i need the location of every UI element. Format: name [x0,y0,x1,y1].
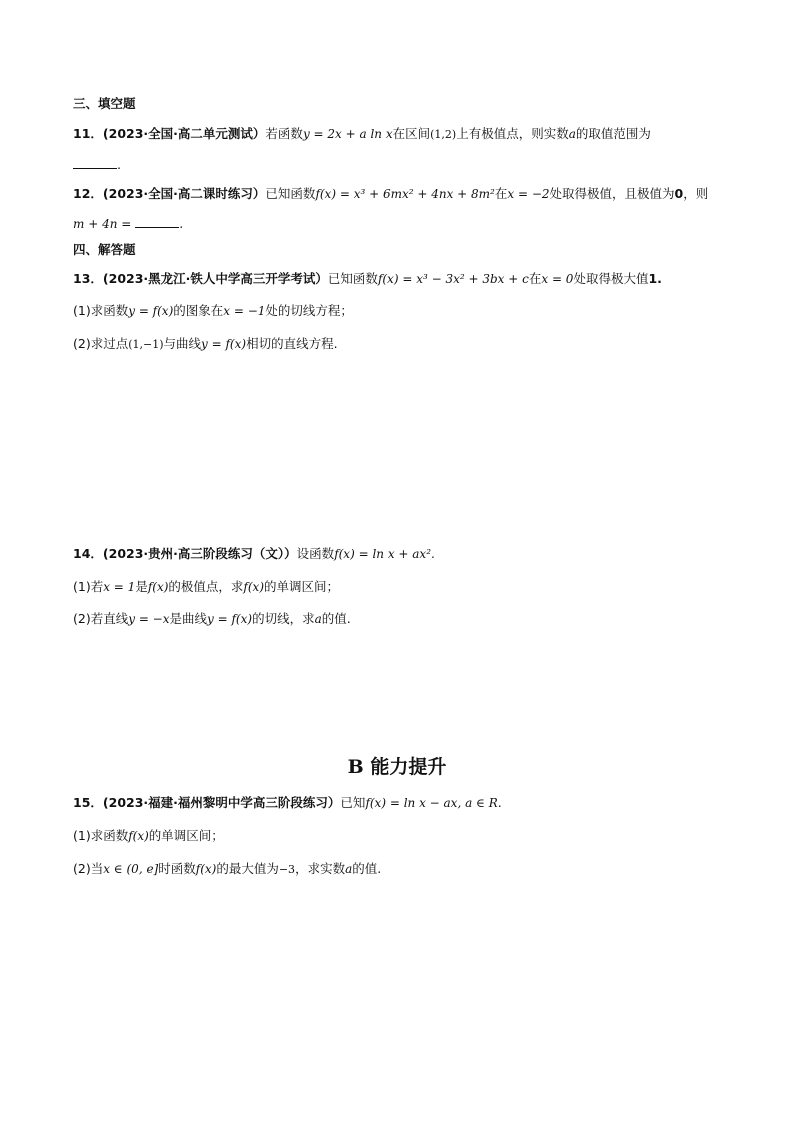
question-11-answer-line [73,156,121,174]
section-heading-answer: 四、解答题 [73,242,136,257]
question-source: (2023·福建·福州黎明中学高三阶段练习） [102,795,341,810]
math-condition: x = −2 [507,187,550,201]
answer-blank[interactable] [135,215,179,228]
math-value: 0 [674,186,684,201]
math-expression: y = −x [128,612,170,626]
math-expression: f(x) [243,580,264,594]
question-15 [73,794,502,812]
question-text: (2)若直线 [73,611,129,626]
question-text: (1)求函数 [73,303,129,318]
question-text: 是 [135,579,148,594]
question-text: 处取得极大值 [573,271,649,286]
math-variable: a [314,612,322,626]
question-number: 12． [73,186,103,201]
math-expression: f(x) = x³ − 3x² + 3bx + c [377,272,529,286]
question-11 [73,125,651,144]
question-12 [73,185,708,203]
question-text: 的图象在 [173,303,224,318]
question-text: 处的切线方程； [265,303,353,318]
section-heading-fill-in: 三、填空题 [73,96,136,111]
math-expression: f(x) [128,829,149,843]
math-condition: x = 0 [541,272,574,286]
question-14-part-2 [73,610,351,628]
math-expression: y = 2x + a ln x [302,127,393,141]
question-13-part-1 [73,302,353,320]
math-value: −3 [278,863,296,876]
math-value: 1. [648,271,662,286]
question-text: 在区间 [392,126,431,141]
question-text: 相切的直线方程. [246,336,338,351]
question-text: . [117,157,121,172]
question-text: ，求实数 [295,861,346,876]
math-expression: f(x) [195,862,217,876]
question-text: 与曲线 [163,336,202,351]
question-text: 若函数 [265,126,303,141]
question-text: 已知函数 [327,271,378,286]
question-text: . [497,795,502,810]
question-text: ，则 [683,186,709,201]
question-text: 的切线，求 [252,611,315,626]
math-expression: f(x) [147,580,169,594]
question-text: 时函数 [158,861,196,876]
answer-blank[interactable] [73,156,117,169]
math-interval: (1,2) [430,128,457,141]
question-text: (1)若 [73,579,104,594]
question-text: 处取得极值，且极值为 [549,186,675,201]
question-source: (2023·全国·高二单元测试） [102,126,266,141]
question-text: 的极值点，求 [168,579,244,594]
question-text: 已知函数 [265,186,316,201]
math-expression: m + 4n = [73,217,132,231]
question-source: (2023·黑龙江·铁人中学高三开学考试） [102,271,328,286]
question-text: 在 [528,271,542,286]
question-text: 的值. [321,611,351,626]
math-domain: x ∈ (0, e] [103,862,159,876]
question-13-part-2 [73,335,338,354]
question-text: (2)当 [73,861,104,876]
question-number: 13． [73,271,103,286]
math-variable: a [345,862,353,876]
question-number: 11． [73,126,103,141]
question-text: 的取值范围为 [575,126,651,141]
question-number: 15． [73,795,103,810]
question-text: 已知 [340,795,366,810]
math-expression: f(x) = ln x + ax². [334,547,435,561]
question-15-part-2 [73,860,381,879]
math-expression: f(x) = ln x − ax, a ∈ R [365,796,498,810]
math-expression: y = f(x) [207,612,253,626]
section-title-ability: B 能力提升 [347,756,447,778]
question-source: (2023·贵州·高三阶段练习（文）） [102,546,297,561]
math-condition: x = −1 [223,304,266,318]
question-13 [73,270,662,288]
question-text: . [179,216,184,231]
question-text: 的单调区间； [264,579,340,594]
math-expression: y = f(x) [128,304,174,318]
math-expression: y = f(x) [201,337,247,351]
question-text: 上有极值点，则实数 [456,126,569,141]
question-14 [73,545,435,563]
question-text: 的值. [352,861,382,876]
question-12-answer-line [73,215,183,233]
question-14-part-1 [73,578,339,596]
question-text: 是曲线 [169,611,208,626]
question-number: 14． [73,546,103,561]
question-text: 在 [494,186,508,201]
math-variable: a [568,127,576,141]
math-point: (1,−1) [128,338,164,351]
question-text: (1)求函数 [73,828,129,843]
math-condition: x = 1 [103,580,136,594]
question-source: (2023·全国·高二课时练习） [102,186,266,201]
question-text: 的单调区间； [148,828,224,843]
question-text: 设函数 [296,546,335,561]
question-text: 的最大值为 [216,861,279,876]
question-text: (2)求过点 [73,336,129,351]
math-expression: f(x) = x³ + 6mx² + 4nx + 8m² [315,187,495,201]
question-15-part-1 [73,827,224,845]
